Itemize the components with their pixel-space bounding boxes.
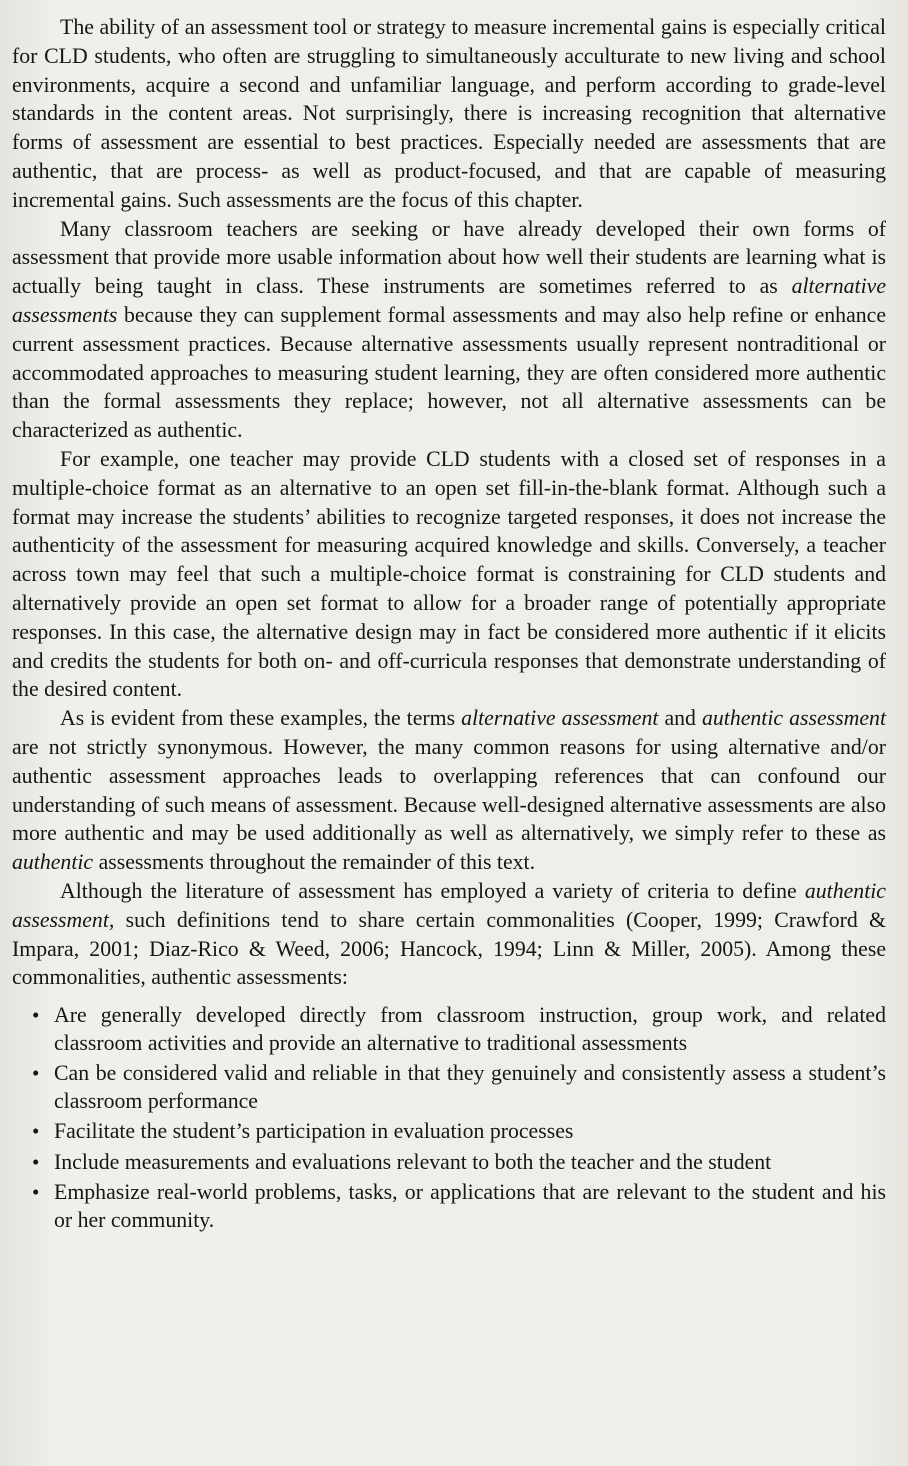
italic-term: authentic assessment, (12, 878, 886, 932)
list-item-text: Facilitate the student’s participation in evaluation processes (54, 1119, 574, 1144)
list-item (12, 1179, 886, 1234)
italic-term: alternative assessment (461, 706, 659, 731)
list-item (12, 1118, 886, 1146)
bullet-icon: • (32, 1003, 40, 1028)
paragraph-commonalities (12, 877, 886, 992)
list-item (12, 1060, 886, 1115)
commonalities-list (12, 1002, 886, 1234)
paragraph-text: Many classroom teachers are seeking or have already developed their own forms of assessment that provide more usable information about how well their students are learning what is actually being taught in class. These instruments are sometimes referred to as (12, 216, 886, 299)
paragraph-incremental-gains: The ability of an assessment tool or strategy to measure incremental gains is especially critical for CLD students, who often are struggling to simultaneously acculturate to new living and school environments, acquire a second and unfamiliar language, and perform according to grade-level standards in the content areas. Not surprisingly, there is increasing recognition that alternative forms of assessment are essential to best practices. Especially needed are assessments that are authentic, that are process- as well as product-focused, and that are capable of measuring incremental gains. Such assessments are the focus of this chapter. (12, 15, 886, 212)
bullet-icon: • (32, 1180, 40, 1205)
paragraph-text: such definitions tend to share certain commonalities (Cooper, 1999; Crawford & Impara, 2001; Diaz-Rico & Weed, 2006; Hancock, 1994; Linn & Miller, 2005). Among these commonalities, authentic assessments: (12, 907, 886, 990)
italic-term: alternative assessments (12, 274, 886, 327)
paragraph-text: Although the literature of assessment has employed a variety of criteria to define (60, 878, 805, 903)
italic-term: authentic assessment (701, 706, 886, 731)
bullet-icon: • (32, 1149, 40, 1174)
paragraph-text: assessments throughout the remainder of this text. (93, 850, 536, 875)
list-item (12, 1149, 886, 1177)
list-item-text: Emphasize real-world problems, tasks, or applications that are relevant to the student and his or her community. (54, 1180, 886, 1232)
list-item (12, 1002, 886, 1057)
list-item-text: Can be considered valid and reliable in that they genuinely and consistently assess a student’s classroom performance (54, 1061, 886, 1113)
bullet-icon: • (32, 1061, 40, 1086)
bullet-icon: • (32, 1119, 40, 1144)
paragraph-text: because they can supplement formal assessments and may also help refine or enhance current assessment practices. Because alternative assessments usually represent nontraditional or accommodated approaches to measuring student learning, they are often considered more authentic than the formal assessments they replace; however, not all alternative assessments can be characterized as authentic. (12, 302, 886, 443)
paragraph-text: and (658, 706, 702, 731)
italic-term: authentic (12, 850, 94, 875)
list-item-text: Include measurements and evaluations relevant to both the teacher and the student (54, 1149, 772, 1174)
paragraph-text: are not strictly synonymous. However, the many common reasons for using alternative and/or authentic assessment approaches leads to overlapping references that can confound our understanding of such means of assessment. Because well-designed alternative assessments are also more authentic and may be used additionally as well as alternatively, we simply refer to these as (12, 734, 886, 846)
paragraph-example: For example, one teacher may provide CLD students with a closed set of responses in a multiple-choice format as an alternative to an open set fill-in-the-blank format. Although such a format may increase the students’ abilities to recognize targeted responses, it does not increase the authenticity of the assessment for measuring acquired knowledge and skills. Conversely, a teacher across town may feel that such a multiple-choice format is constraining for CLD students and alternatively provide an open set format to allow for a broader range of potentially appropriate responses. In this case, the alternative design may in fact be considered more authentic if it elicits and credits the students for both on- and off-curricula responses that demonstrate understanding of the desired content. (12, 446, 886, 702)
list-item-text: Are generally developed directly from classroom instruction, group work, and related classroom activities and provide an alternative to traditional assessments (54, 1003, 886, 1055)
paragraph-alternative-assessments (12, 215, 886, 445)
paragraph-terms (12, 704, 886, 877)
paragraph-text: As is evident from these examples, the terms (60, 706, 462, 731)
